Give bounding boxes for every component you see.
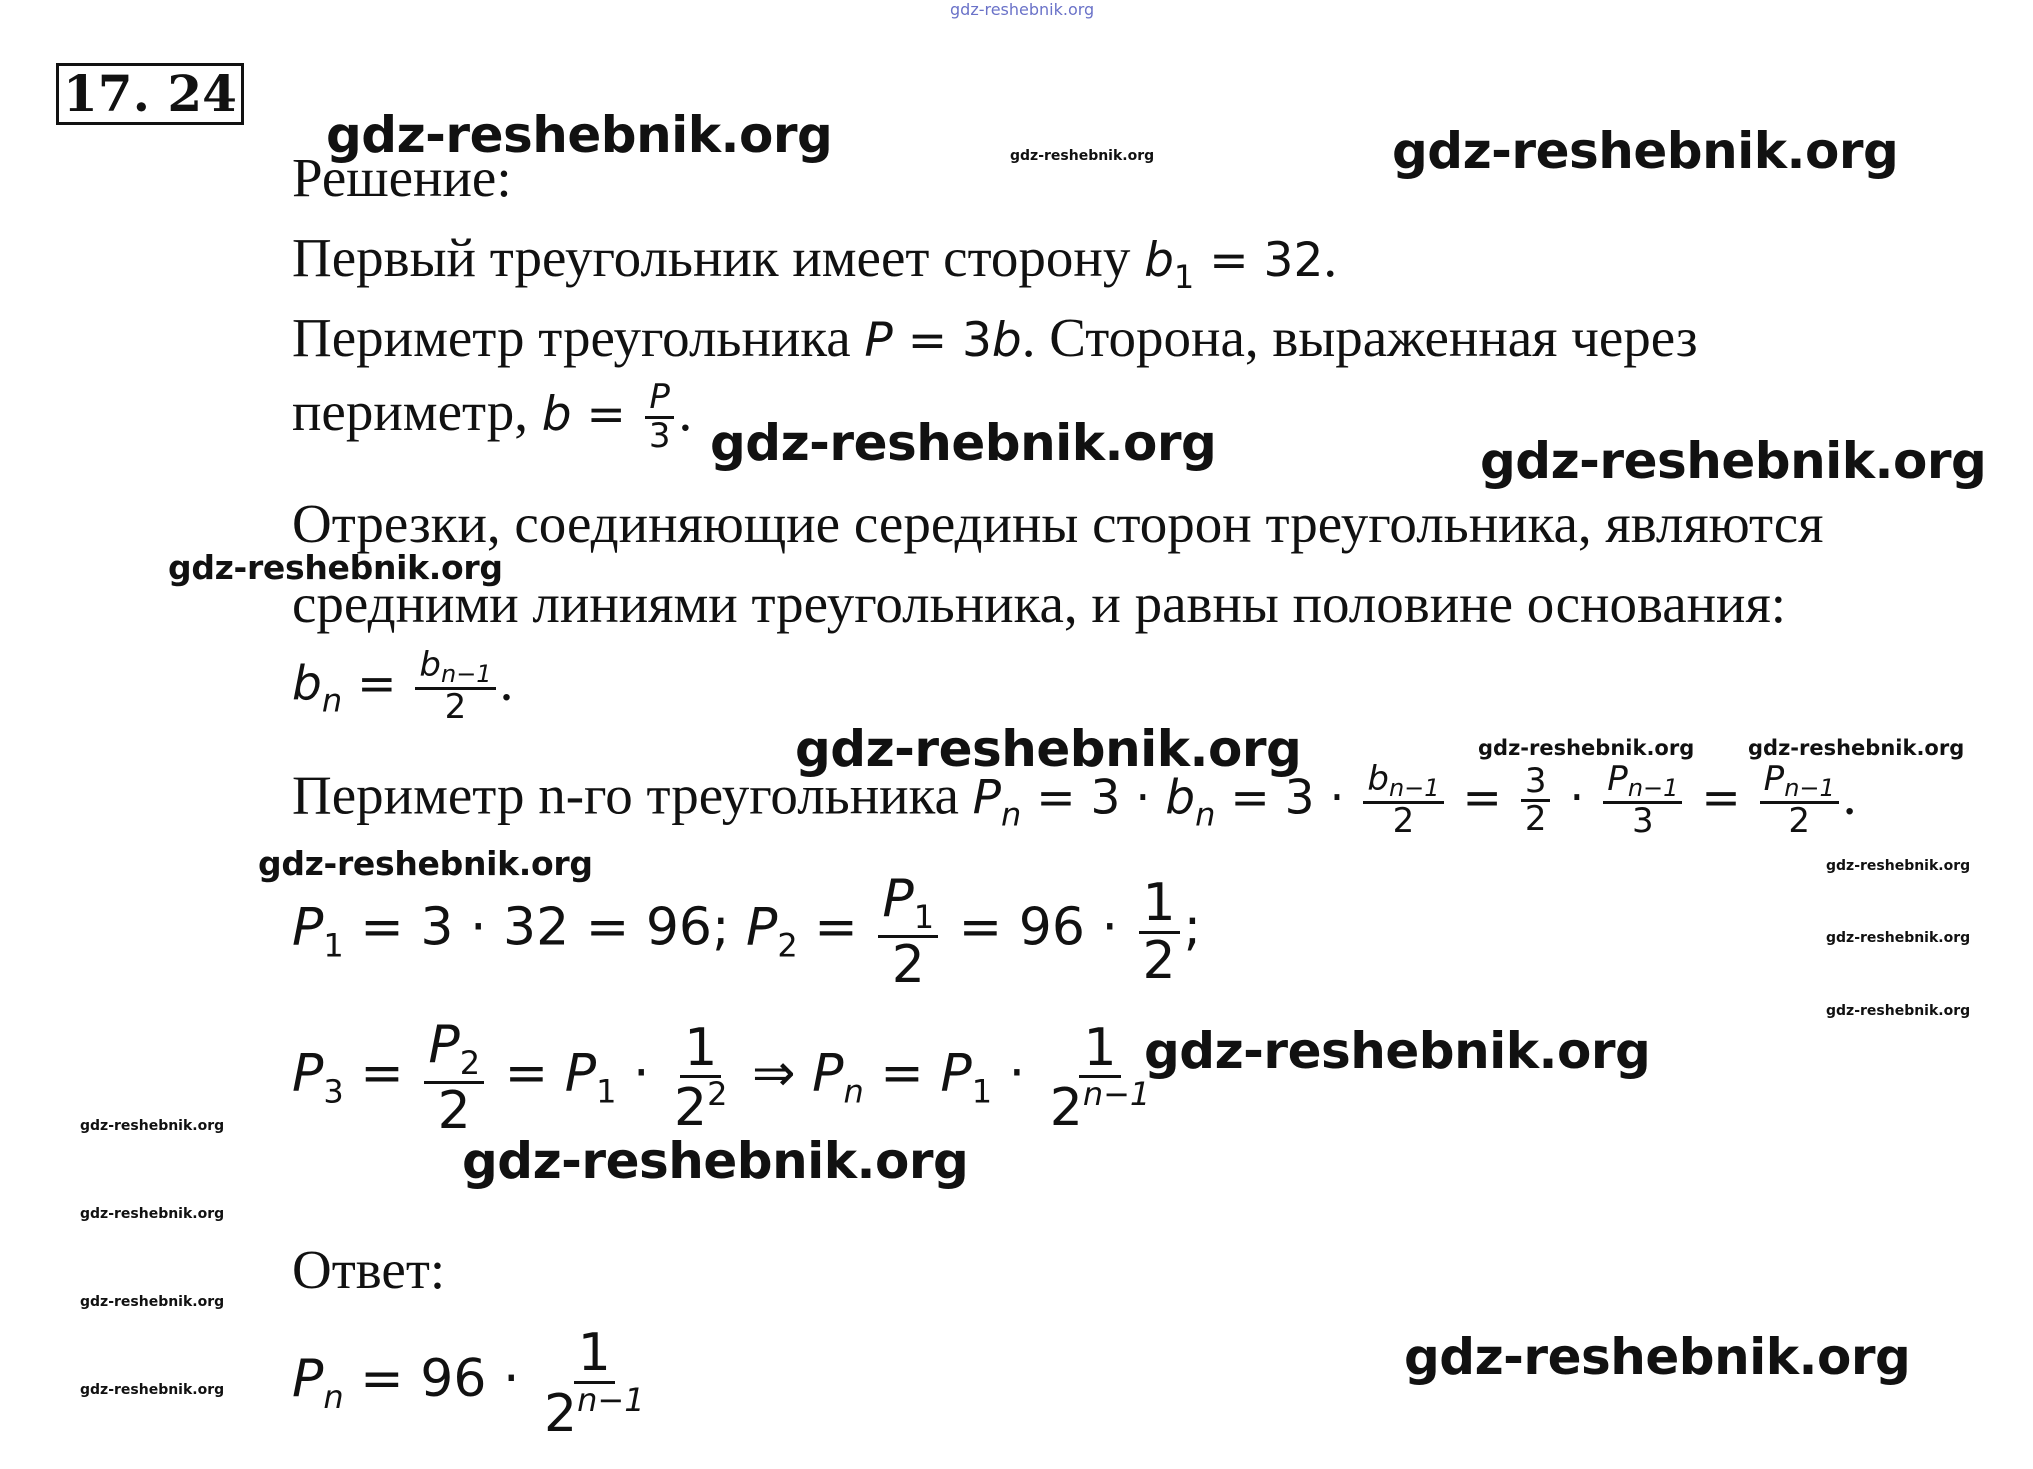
line-p1-p2: $P_1 = 3 \cdot 32 = 96$; $P_2$ = $\frac{P_1}{2}$ = 96 · $\frac{1}{2}$ ; — [292, 869, 1202, 995]
fraction: $\frac{3}{2}$ — [1521, 764, 1551, 838]
line-first-triangle: Первый треугольник имеет сторону $b_1 = 32$. — [292, 227, 1338, 296]
watermark: gdz-reshebnik.org — [1404, 1328, 1911, 1386]
watermark: gdz-reshebnik.org — [326, 106, 833, 164]
fraction: $\frac{P_1}{2}$ — [878, 872, 938, 992]
fraction: $\frac{1}{2^{n-1}}$ — [544, 1323, 645, 1444]
line-p3-pn: $P_3$ = $\frac{P_2}{2}$ = $P_1$ · $\frac{1}{2^2}$ ⇒ $P_n = P_1$ · $\frac{1}{2^{n-1}}$ — [292, 1018, 1158, 1138]
watermark: gdz-reshebnik.org — [80, 1206, 225, 1222]
watermark: gdz-reshebnik.org — [80, 1382, 225, 1398]
fraction: $\frac{1}{2^{n-1}}$ — [1049, 1017, 1151, 1139]
line-side-formula: периметр, b = $\frac{P}{3}$ . — [292, 377, 693, 456]
watermark: gdz-reshebnik.org — [1748, 736, 1965, 760]
line-perimeter: Периметр треугольника P = 3b. Сторона, выраженная через — [292, 307, 1698, 368]
watermark: gdz-reshebnik.org — [1826, 930, 1971, 946]
watermark: gdz-reshebnik.org — [168, 548, 503, 587]
fraction: $\frac{P}{3}$ — [645, 380, 675, 454]
watermark: gdz-reshebnik.org — [1010, 148, 1155, 164]
fraction: $\frac{1}{2^2}$ — [674, 1017, 728, 1139]
line-bn-formula: $b_n$ = $\frac{b_{n-1}}{2}$ . — [292, 645, 514, 728]
watermark: gdz-reshebnik.org — [80, 1294, 225, 1310]
fraction: $\frac{P_2}{2}$ — [424, 1018, 484, 1138]
fraction: $\frac{P_{n-1}}{3}$ — [1603, 762, 1682, 840]
watermark: gdz-reshebnik.org — [80, 1118, 225, 1134]
line-midlines-2: средними линиями треугольника, и равны половине основания: — [292, 573, 1787, 634]
watermark: gdz-reshebnik.org — [1826, 858, 1971, 874]
watermark-top: gdz-reshebnik.org — [950, 0, 1095, 19]
fraction: $\frac{b_{n-1}}{2}$ — [1363, 762, 1443, 840]
watermark: gdz-reshebnik.org — [710, 414, 1217, 472]
watermark: gdz-reshebnik.org — [258, 844, 593, 883]
fraction: $\frac{1}{2}$ — [1139, 876, 1180, 988]
line-perimeter-n: Периметр n-го треугольника $P_n = 3 \cdot b_n = 3$ · $\frac{b_{n-1}}{2}$ = $\frac{3}{2}$ · $\frac{P_{n-1}}{3}$ = $\frac{P_{n-1}}{2}$ . — [292, 759, 1857, 842]
watermark: gdz-reshebnik.org — [462, 1132, 969, 1190]
solution-label: Решение: — [292, 147, 512, 208]
watermark: gdz-reshebnik.org — [1392, 122, 1899, 180]
watermark: gdz-reshebnik.org — [1480, 432, 1987, 490]
problem-number-box: 17. 24 — [56, 63, 244, 125]
fraction: $\frac{b_{n-1}}{2}$ — [415, 648, 495, 726]
watermark: gdz-reshebnik.org — [1478, 736, 1695, 760]
watermark: gdz-reshebnik.org — [1826, 1003, 1971, 1019]
fraction: $\frac{P_{n-1}}{2}$ — [1760, 762, 1839, 840]
answer-formula: $P_n = 96$ · $\frac{1}{2^{n-1}}$ — [292, 1326, 653, 1441]
line-midlines: Отрезки, соединяющие середины сторон треугольника, являются — [292, 493, 1824, 554]
answer-label: Ответ: — [292, 1239, 446, 1300]
watermark: gdz-reshebnik.org — [795, 720, 1302, 778]
watermark: gdz-reshebnik.org — [1144, 1022, 1651, 1080]
